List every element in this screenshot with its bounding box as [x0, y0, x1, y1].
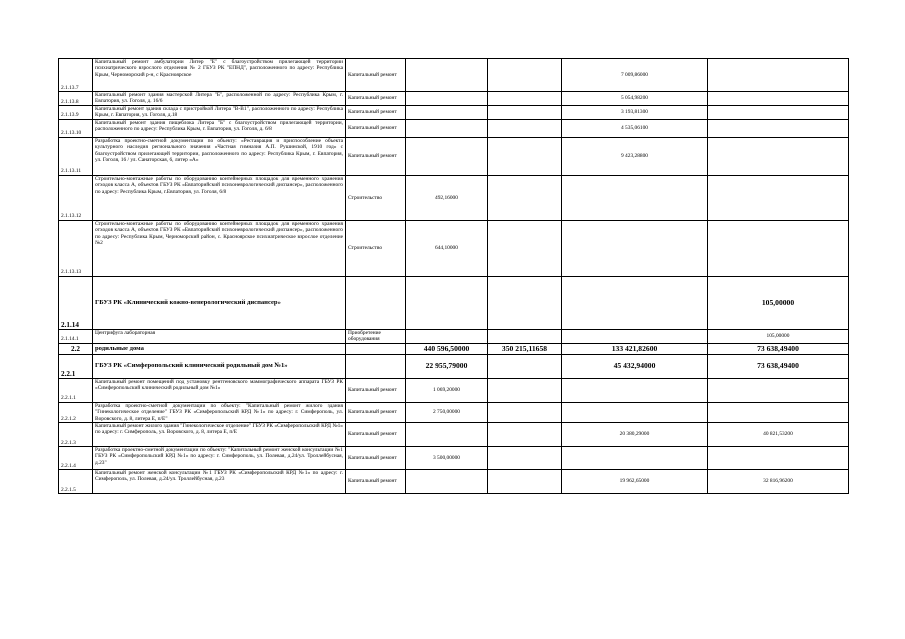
row-value-2 [488, 276, 562, 329]
row-value-3: 9 423,28800 [562, 137, 708, 175]
row-work-type: Капитальный ремонт [346, 59, 406, 92]
table-row [59, 220, 849, 276]
row-number: 2.2.1.1 [59, 378, 93, 402]
row-value-4 [708, 119, 849, 137]
row-value-3: 4 535,06100 [562, 119, 708, 137]
row-value-4 [708, 378, 849, 402]
row-description: Разработка проектно-сметной документации по объекту: «Реставрация и приспособление объекта культурного наследия регионального значения «Частная гимназия А.П. Рушинской, 1910 год» с благоустройством прилегающей территории, расположенного по адресу: Республика Крым, г. Евпатория, ул. Гоголя, 16 / ул. Санаторская, 6, литер «А» [93, 137, 346, 175]
row-value-2 [488, 447, 562, 470]
row-number: 2.1.14.1 [59, 329, 93, 343]
row-value-3 [562, 329, 708, 343]
row-description: Капитальный ремонт здания мастерской Литера "Б", расположенной по адресу: Республика Крым, г. Евпатория, ул. Гоголя, д. 16/6 [93, 92, 346, 106]
document-page [58, 58, 848, 494]
row-number: 2.1.13.11 [59, 137, 93, 175]
row-work-type: Капитальный ремонт [346, 106, 406, 120]
row-work-type: Строительство [346, 175, 406, 220]
section-row [59, 354, 849, 378]
row-value-3 [562, 378, 708, 402]
row-description: Строительно-монтажные работы по оборудованию контейнерных площадок для временного хранения отходов класса А, объектов ГБУЗ РК «Евпаторийский психоневрологический диспансер», расположенного по адресу: Республика Крым, г.Евпатория, ул. Гоголя, 6/8 [93, 175, 346, 220]
row-work-type: Строительство [346, 220, 406, 276]
row-value-2 [488, 106, 562, 120]
row-number: 2.2.1.2 [59, 402, 93, 422]
row-description: Строительно-монтажные работы по оборудованию контейнерных площадок для временного хранения отходов класса А, объектов ГБУЗ РК «Евпаторийский психоневрологический диспансер», расположенного по адресу: Республика Крым, Черноморский район, с. Красноярское психиатрическое взрослое отделение №2 [93, 220, 346, 276]
row-work-type: Капитальный ремонт [346, 470, 406, 494]
row-value-2 [488, 175, 562, 220]
row-value-3: 3 193,81300 [562, 106, 708, 120]
table-row [59, 329, 849, 343]
row-value-3: 133 421,82600 [562, 343, 708, 354]
row-number: 2.1.14 [59, 276, 93, 329]
row-description: Капитальный ремонт женской консультации №1 ГБУЗ РК «Симферопольский КРД №1» по адресу: г. Симферополь, ул. Полевая, д.24/ул. Троллейбусная, д.23 [93, 470, 346, 494]
table-row [59, 378, 849, 402]
row-description: Капитальный ремонт амбулатории Литер "Е" с благоустройством прилегающей территории психиатрического взрослого отделения № 2 ГБУЗ РК "ЕПНД", расположенного по адресу: Республика Крым, Черноморский р-н, с Красноярское [93, 59, 346, 92]
row-work-type [346, 354, 406, 378]
row-value-1 [406, 137, 488, 175]
row-number: 2.1.13.8 [59, 92, 93, 106]
section-row [59, 276, 849, 329]
row-value-4 [708, 59, 849, 92]
row-value-3: 19 962,65000 [562, 470, 708, 494]
table-row [59, 119, 849, 137]
row-value-2 [488, 402, 562, 422]
row-value-1: 1 069,20000 [406, 378, 488, 402]
row-value-3 [562, 447, 708, 470]
budget-table [58, 58, 849, 494]
row-work-type: Капитальный ремонт [346, 402, 406, 422]
row-number: 2.1.13.12 [59, 175, 93, 220]
row-value-4 [708, 220, 849, 276]
row-value-1 [406, 276, 488, 329]
row-value-4 [708, 175, 849, 220]
row-work-type: Капитальный ремонт [346, 137, 406, 175]
row-value-4 [708, 137, 849, 175]
row-work-type: Капитальный ремонт [346, 447, 406, 470]
row-value-3: 20 380,29000 [562, 423, 708, 447]
row-value-3 [562, 220, 708, 276]
row-value-1 [406, 119, 488, 137]
row-value-2 [488, 423, 562, 447]
table-row [59, 92, 849, 106]
row-value-1: 644,10000 [406, 220, 488, 276]
row-value-2 [488, 470, 562, 494]
row-value-1 [406, 106, 488, 120]
row-number: 2.2 [59, 343, 93, 354]
row-number: 2.2.1.5 [59, 470, 93, 494]
table-row [59, 402, 849, 422]
row-work-type: Капитальный ремонт [346, 92, 406, 106]
row-description: Капитальный ремонт жилого здания "Гинекологическое отделение" ГБУЗ РК «Симферопольский КРД №1» по адресу: г. Симферополь, ул. Воровского, д. 8, литера Е, п/Е [93, 423, 346, 447]
row-work-type [346, 276, 406, 329]
row-value-2 [488, 119, 562, 137]
table-row [59, 470, 849, 494]
row-work-type [346, 343, 406, 354]
row-value-4: 105,00000 [708, 329, 849, 343]
row-value-1: 2 750,00000 [406, 402, 488, 422]
row-work-type: Приобретение оборудования [346, 329, 406, 343]
table-row [59, 447, 849, 470]
row-description: ГБУЗ РК «Симферопольский клинический родильный дом №1» [93, 354, 346, 378]
row-value-2 [488, 354, 562, 378]
row-description: родильные дома [93, 343, 346, 354]
row-work-type: Капитальный ремонт [346, 378, 406, 402]
row-value-4: 73 638,49400 [708, 354, 849, 378]
row-number: 2.2.1.3 [59, 423, 93, 447]
row-value-2 [488, 92, 562, 106]
row-number: 2.2.1.4 [59, 447, 93, 470]
row-number: 2.2.1 [59, 354, 93, 378]
row-number: 2.1.13.9 [59, 106, 93, 120]
row-description: Разработка проектно-сметной документации по объекту: "Капитальный ремонт жилого здания "Гинекологическое отделение" ГБУЗ РК «Симферопольский КРД №1» по адресу: г. Симферополь, ул. Воровского, д. 8, литера Е, п/Е" [93, 402, 346, 422]
row-value-1: 22 955,79000 [406, 354, 488, 378]
row-value-1 [406, 92, 488, 106]
row-work-type: Капитальный ремонт [346, 423, 406, 447]
table-row [59, 423, 849, 447]
row-value-4: 73 638,49400 [708, 343, 849, 354]
table-row [59, 137, 849, 175]
table-row [59, 175, 849, 220]
row-number: 2.1.13.10 [59, 119, 93, 137]
row-value-3 [562, 276, 708, 329]
row-description: Центрифуга лабораторная [93, 329, 346, 343]
row-value-4: 40 821,53200 [708, 423, 849, 447]
row-value-2 [488, 137, 562, 175]
row-value-2 [488, 378, 562, 402]
row-value-1: 3 500,00000 [406, 447, 488, 470]
row-description: ГБУЗ РК «Клинический кожно-венерологический диспансер» [93, 276, 346, 329]
total-row [59, 343, 849, 354]
row-value-1 [406, 59, 488, 92]
row-description: Разработка проектно-сметной документации по объекту: "Капитальный ремонт женской консультации №1 ГБУЗ РК «Симферопольский КРД №1» по адресу: г. Симферополь, ул. Полевая, д.24/ул. Троллейбусная, д.23" [93, 447, 346, 470]
row-value-3: 7 009,86000 [562, 59, 708, 92]
row-value-1 [406, 329, 488, 343]
table-row [59, 59, 849, 92]
row-value-2 [488, 220, 562, 276]
row-value-2 [488, 329, 562, 343]
row-value-4 [708, 402, 849, 422]
table-row [59, 106, 849, 120]
row-value-4 [708, 106, 849, 120]
row-value-4 [708, 92, 849, 106]
row-value-3 [562, 402, 708, 422]
row-value-1: 440 596,50000 [406, 343, 488, 354]
row-value-1 [406, 470, 488, 494]
row-description: Капитальный ремонт помещений под установку рентгеновского маммографического аппарата ГБУЗ РК «Симферопольский клинический родильный дом №1» [93, 378, 346, 402]
row-number: 2.1.13.7 [59, 59, 93, 92]
row-value-1: 492,16000 [406, 175, 488, 220]
row-number: 2.1.13.13 [59, 220, 93, 276]
table-body [59, 59, 849, 494]
row-value-4: 105,00000 [708, 276, 849, 329]
row-description: Капитальный ремонт здания пищеблока Литера "Б" с благоустройством прилегающей территории, расположенного по адресу: Республика Крым, г. Евпатория, ул. Гоголя, д. 6/8 [93, 119, 346, 137]
row-value-3: 5 054,98200 [562, 92, 708, 106]
row-value-3 [562, 175, 708, 220]
row-value-2: 350 215,11658 [488, 343, 562, 354]
row-work-type: Капитальный ремонт [346, 119, 406, 137]
row-value-3: 45 432,94000 [562, 354, 708, 378]
row-description: Капитальный ремонт здания склада с пристройкой Литера "В-В1", расположенного по адресу: Республика Крым, г. Евпатория, ул. Гоголя, д.18 [93, 106, 346, 120]
row-value-4 [708, 447, 849, 470]
row-value-4: 32 816,96200 [708, 470, 849, 494]
row-value-2 [488, 59, 562, 92]
row-value-1 [406, 423, 488, 447]
